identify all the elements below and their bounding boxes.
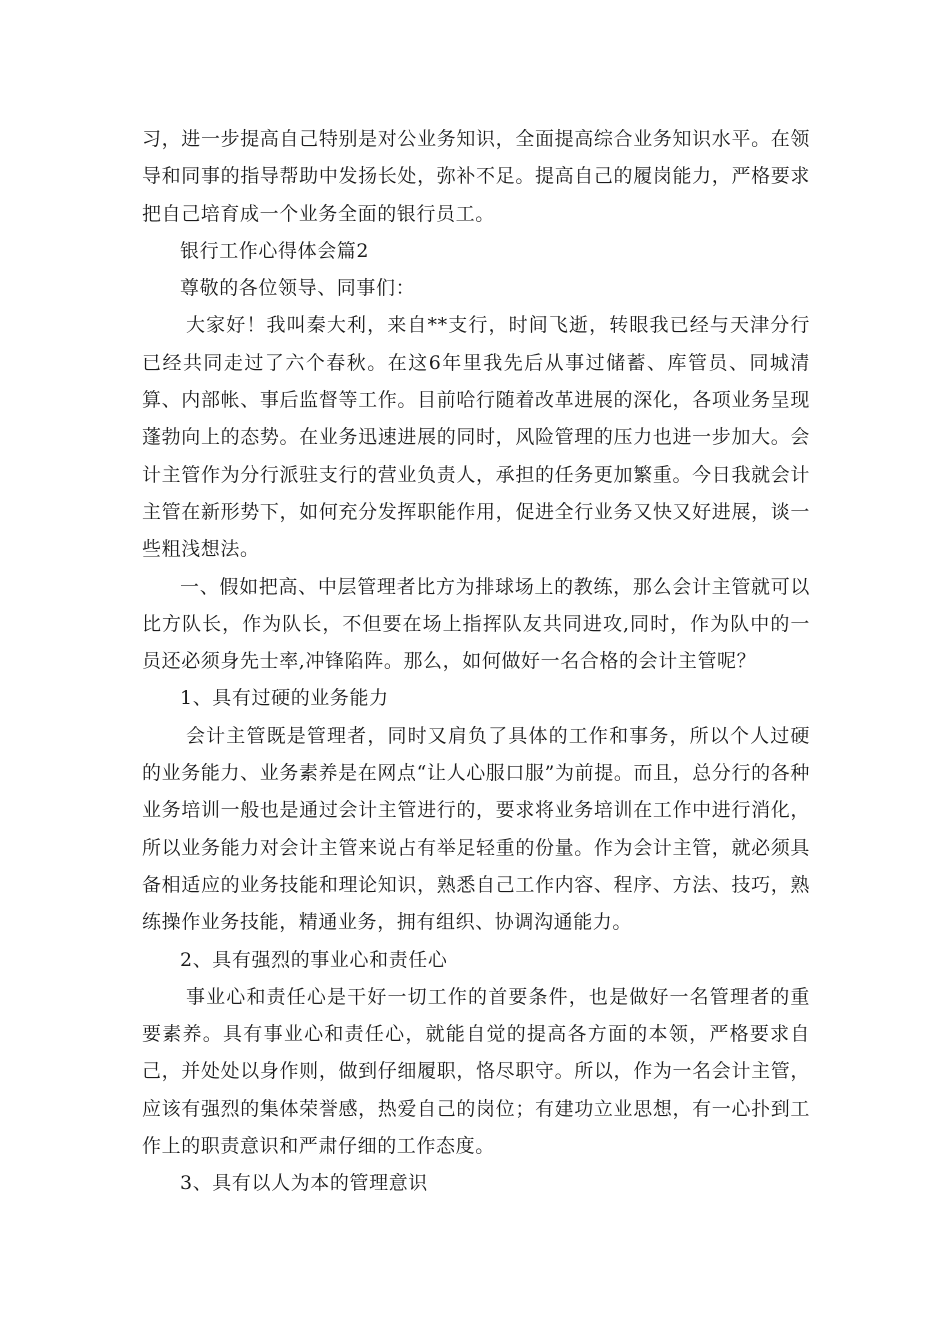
subheading-1: 1、具有过硬的业务能力 <box>180 687 389 710</box>
document-body <box>142 121 810 1203</box>
salutation: 尊敬的各位领导、同事们： <box>180 277 416 300</box>
paragraph-business-ability: 会计主管既是管理者，同时又肩负了具体的工作和事务，所以个人过硬的业务能力、业务素养是在网点“让人心服口服”为前提。而且，总分行的各种业务培训一般也是通过会计主管进行的，要求将业务培训在工作中进行消化，所以业务能力对会计主管来说占有举足轻重的份量。作为会计主管，就必须具备相适应的业务技能和理论知识，熟悉自己工作内容、程序、方法、技巧，熟练操作业务技能，精通业务，拥有组织、协调沟通能力。 <box>142 724 810 934</box>
paragraph-intro: 大家好！我叫秦大利，来自**支行，时间飞逝，转眼我已经与天津分行已经共同走过了六个春秋。在这6年里我先后从事过储蓄、库管员、同城清算、内部帐、事后监督等工作。目前哈行随着改革进展的深化，各项业务呈现蓬勃向上的态势。在业务迅速进展的同时，风险管理的压力也进一步加大。会计主管作为分行派驻支行的营业负责人，承担的任务更加繁重。今日我就会计主管在新形势下，如何充分发挥职能作用，促进全行业务又快又好进展，谈一些粗浅想法。 <box>142 314 810 561</box>
paragraph-responsibility: 事业心和责任心是干好一切工作的首要条件，也是做好一名管理者的重要素养。具有事业心和责任心，就能自觉的提高各方面的本领，严格要求自己，并处处以身作则，做到仔细履职，恪尽职守。所以，作为一名会计主管，应该有强烈的集体荣誉感，热爱自己的岗位；有建功立业思想，有一心扑到工作上的职责意识和严肃仔细的工作态度。 <box>142 985 810 1158</box>
subheading-3: 3、具有以人为本的管理意识 <box>180 1172 428 1195</box>
subheading-2: 2、具有强烈的事业心和责任心 <box>180 948 448 971</box>
section-title: 银行工作心得体会篇2 <box>180 239 370 262</box>
paragraph-continuation: 习，进一步提高自己特别是对公业务知识，全面提高综合业务知识水平。在领导和同事的指导帮助中发扬长处，弥补不足。提高自己的履岗能力，严格要求把自己培育成一个业务全面的银行员工。 <box>142 128 810 225</box>
paragraph-point-one: 一、假如把高、中层管理者比方为排球场上的教练，那么会计主管就可以比方队长，作为队长，不但要在场上指挥队友共同进攻,同时，作为队中的一员还必须身先士率,冲锋陷阵。那么，如何做好一名合格的会计主管呢？ <box>142 575 810 673</box>
